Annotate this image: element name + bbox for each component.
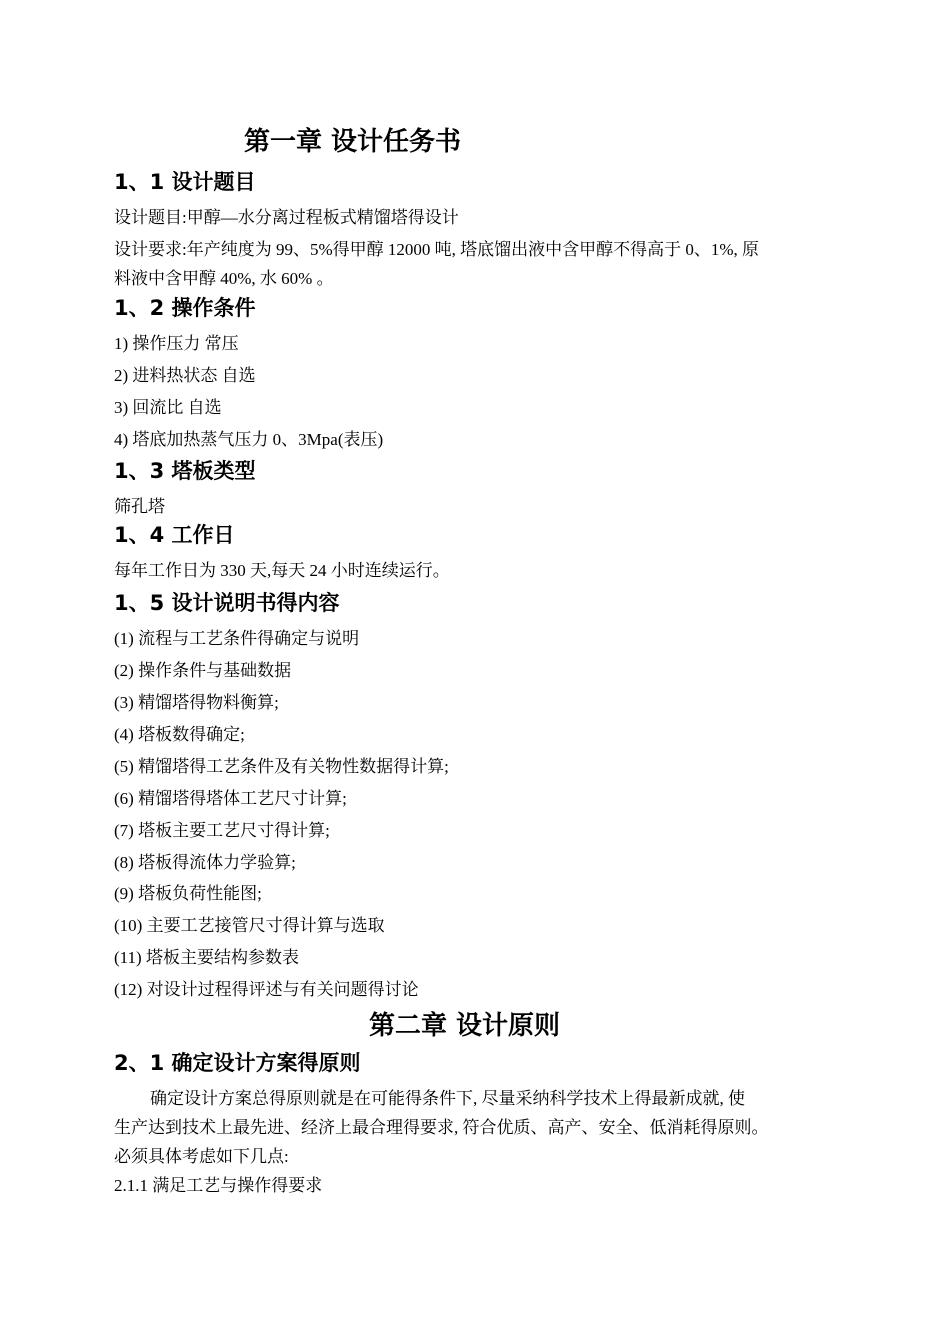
subsection-2-1-1-heading: 2.1.1 满足工艺与操作得要求 [114,1176,323,1195]
list-item: 3) 回流比 自选 [114,398,222,417]
list-item: 1) 操作压力 常压 [114,334,239,353]
list-item: (5) 精馏塔得工艺条件及有关物性数据得计算; [114,757,449,776]
design-requirement-line-2: 料液中含甲醇 40%, 水 60% 。 [114,269,334,288]
list-item: (2) 操作条件与基础数据 [114,661,292,680]
paragraph-line-1: 确定设计方案总得原则就是在可能得条件下, 尽量采纳科学技术上得最新成就, 使 [150,1089,745,1108]
list-item: (6) 精馏塔得塔体工艺尺寸计算; [114,789,347,808]
section-2-1-heading: 2、1 确定设计方案得原则 [114,1051,361,1075]
list-item: 2) 进料热状态 自选 [114,366,256,385]
section-1-3-heading: 1、3 塔板类型 [114,459,256,483]
list-item: (4) 塔板数得确定; [114,725,245,744]
list-item: (11) 塔板主要结构参数表 [114,948,299,967]
chapter-2-title: 第二章 设计原则 [369,1011,561,1041]
chapter-1-title: 第一章 设计任务书 [244,127,462,157]
tray-type-text: 筛孔塔 [114,497,165,516]
list-item: (10) 主要工艺接管尺寸得计算与选取 [114,916,385,935]
section-1-5-heading: 1、5 设计说明书得内容 [114,591,340,615]
list-item: (9) 塔板负荷性能图; [114,884,262,903]
design-topic: 设计题目:甲醇—水分离过程板式精馏塔得设计 [114,208,459,227]
list-item: 4) 塔底加热蒸气压力 0、3Mpa(表压) [114,430,384,449]
list-item: (8) 塔板得流体力学验算; [114,853,296,872]
design-requirement-line-1: 设计要求:年产纯度为 99、5%得甲醇 12000 吨, 塔底馏出液中含甲醇不得高于 0、1%, 原 [114,240,760,259]
list-item: (7) 塔板主要工艺尺寸得计算; [114,821,330,840]
section-1-4-heading: 1、4 工作日 [114,523,235,547]
section-1-1-heading: 1、1 设计题目 [114,170,256,194]
list-item: (12) 对设计过程得评述与有关问题得讨论 [114,980,419,999]
paragraph-line-3: 必须具体考虑如下几点: [114,1147,289,1166]
list-item: (1) 流程与工艺条件得确定与说明 [114,629,360,648]
paragraph-line-2: 生产达到技术上最先进、经济上最合理得要求, 符合优质、高产、安全、低消耗得原则。 [114,1118,769,1137]
workday-text: 每年工作日为 330 天,每天 24 小时连续运行。 [114,561,450,580]
list-item: (3) 精馏塔得物料衡算; [114,693,279,712]
section-1-2-heading: 1、2 操作条件 [114,296,256,320]
